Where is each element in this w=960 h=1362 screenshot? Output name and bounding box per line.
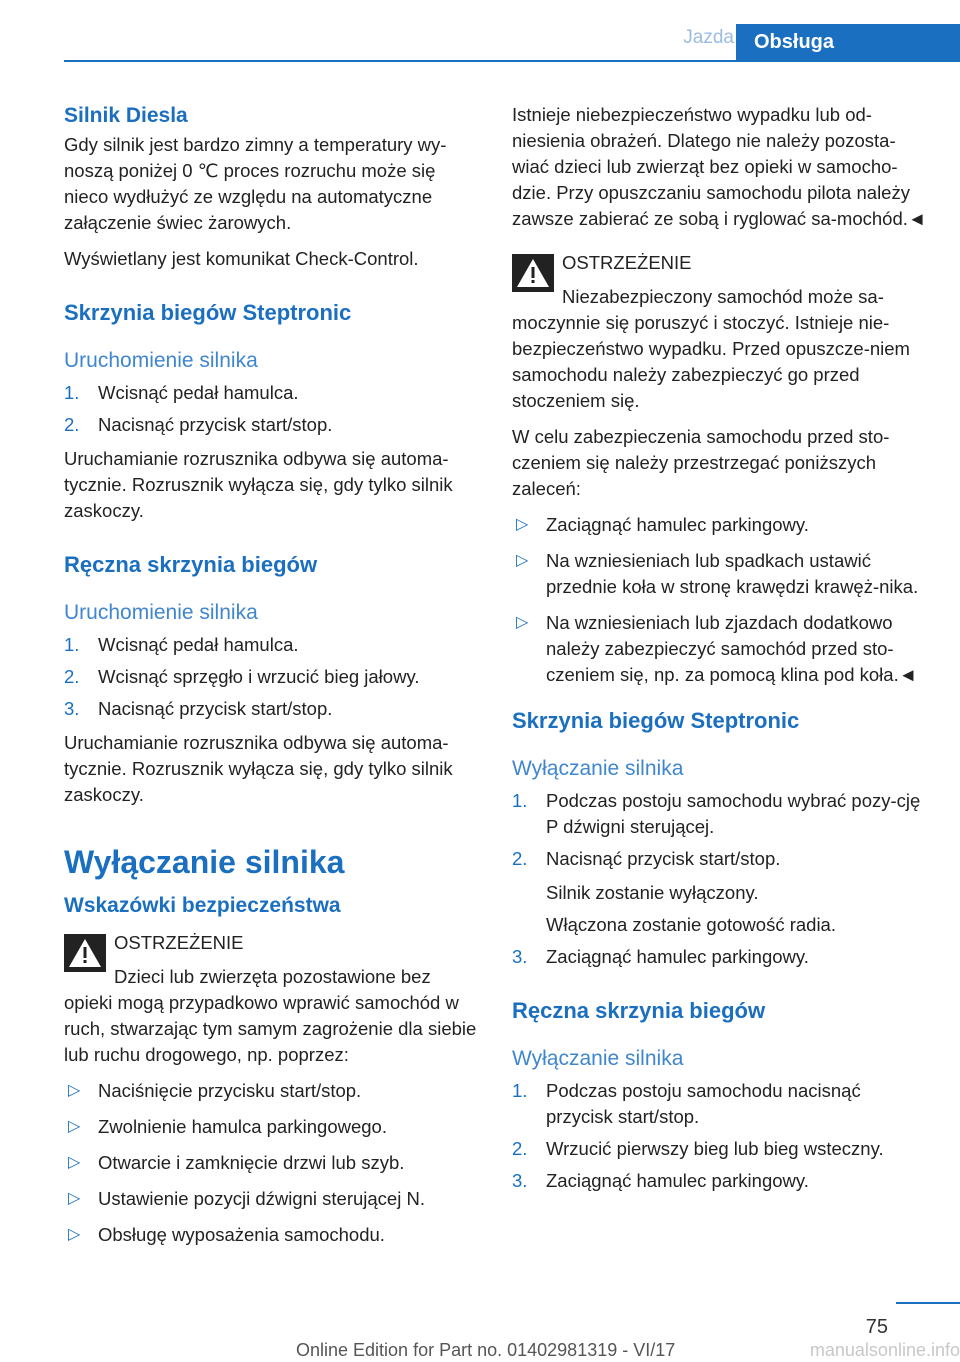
tab-jazda[interactable]: Jazda — [683, 27, 734, 48]
secure-bullets — [512, 512, 928, 688]
warning-text: Niezabezpieczony samochód może sa‐ moczynnie się poruszyć i stoczyć. Istnieje nie‐bezpieczeństwo wypadku. Przed opuszcze‐niem samochodu należy zabezpieczyć go przed stoczeniem się. — [512, 286, 910, 411]
diesel-heading: Silnik Diesla — [64, 104, 188, 127]
page-number: 75 — [865, 1316, 888, 1338]
warning-icon — [64, 934, 106, 972]
warning-title: OSTRZEŻENIE — [562, 252, 692, 273]
list-item: 2. Nacisnąć przycisk start/stop. — [64, 414, 333, 435]
manual-start-subheading: Uruchomienie silnika — [64, 601, 258, 624]
warning-title: OSTRZEŻENIE — [114, 932, 244, 953]
list-item: 1. Wcisnąć pedał hamulca. — [64, 634, 299, 655]
manual-stop-subheading: Wyłączanie silnika — [512, 1047, 684, 1070]
manual-stop-heading: Ręczna skrzynia biegów — [512, 998, 766, 1023]
manual-heading: Ręczna skrzynia biegów — [64, 552, 318, 577]
danger-paragraph: Istnieje niebezpieczeństwo wypadku lub od‐niesienia obrażeń. Dlatego nie należy pozosta‐wiać dzieci lub zwierząt bez opieki w samocho‐dzie. Przy opuszczaniu samochodu pilota należy zawsze zabierać ze sobą i ryglować sa‐mochód.◄ — [512, 104, 927, 229]
steptronic-heading: Skrzynia biegów Steptronic — [64, 300, 352, 325]
steptronic-stop-subheading: Wyłączanie silnika — [512, 757, 684, 780]
steptronic-stop-steps-cont — [512, 944, 928, 970]
header-rule — [64, 60, 960, 62]
step-note: Włączona zostanie gotowość radia. — [546, 914, 836, 935]
footer-rule — [896, 1302, 960, 1304]
left-column — [64, 102, 484, 1258]
steptronic-stop-steps — [512, 788, 928, 872]
edition-footer: Online Edition for Part no. 01402981319 - VI/17 — [296, 1340, 676, 1360]
list-item: ▷ Obsługę wyposażenia samochodu. — [68, 1224, 385, 1245]
steptronic-start-note: Uruchamianie rozrusznika odbywa się automa‐tycznie. Rozrusznik wyłącza się, gdy tylko silnik zaskoczy. — [64, 448, 453, 521]
warning-bullets — [64, 1078, 484, 1248]
list-item: 2. Wcisnąć sprzęgło i wrzucić bieg jałowy. — [64, 666, 420, 687]
warning-block — [64, 930, 484, 1068]
warning-block — [512, 250, 928, 414]
secure-paragraph: W celu zabezpieczenia samochodu przed sto‐czeniem się należy przestrzegać poniższych zaleceń: — [512, 426, 890, 499]
list-item: ▷ Na wzniesieniach lub spadkach ustawić przednie koła w stronę krawędzi krawęż‐nika. — [516, 550, 919, 597]
diesel-check-control: Wyświetlany jest komunikat Check-Control. — [64, 248, 419, 269]
engine-stop-heading: Wyłączanie silnika — [64, 844, 345, 880]
list-item: ▷ Ustawienie pozycji dźwigni sterującej N. — [68, 1188, 425, 1209]
warning-icon — [512, 254, 554, 292]
list-item: ▷ Naciśnięcie przycisku start/stop. — [68, 1080, 362, 1101]
diesel-paragraph: Gdy silnik jest bardzo zimny a temperatury wy‐noszą poniżej 0 ℃ proces rozruchu może się nieco wydłużyć ze względu na automatyczne załączenie świec żarowych. — [64, 134, 447, 233]
list-item: ▷ Zwolnienie hamulca parkingowego. — [68, 1116, 387, 1137]
safety-heading: Wskazówki bezpieczeństwa — [64, 894, 341, 917]
list-item: 2. Nacisnąć przycisk start/stop. — [512, 848, 781, 869]
list-item: 3. Zaciągnąć hamulec parkingowy. — [512, 946, 809, 967]
list-item: 3. Nacisnąć przycisk start/stop. — [64, 698, 333, 719]
list-item: 1. Podczas postoju samochodu nacisnąć przycisk start/stop. — [512, 1080, 861, 1127]
warning-text: Dzieci lub zwierzęta pozostawione bez opieki mogą przypadkowo wprawić samochód w ruch, stwarzając tym samym zagrożenie dla siebie lub ruchu drogowego, np. poprzez: — [64, 966, 477, 1065]
list-item: ▷ Otwarcie i zamknięcie drzwi lub szyb. — [68, 1152, 405, 1173]
watermark: manualsonline.info — [809, 1340, 960, 1360]
list-item: 2. Wrzucić pierwszy bieg lub bieg wsteczny. — [512, 1138, 884, 1159]
manual-start-steps — [64, 632, 484, 722]
steptronic-stop-heading: Skrzynia biegów Steptronic — [512, 708, 800, 733]
page-header — [64, 24, 960, 62]
list-item: ▷ Na wzniesieniach lub zjazdach dodatkowo należy zabezpieczyć samochód przed sto‐czeniem się, np. za pomocą klina pod koła.◄ — [516, 612, 918, 685]
list-item: 1. Wcisnąć pedał hamulca. — [64, 382, 299, 403]
steptronic-start-subheading: Uruchomienie silnika — [64, 349, 258, 372]
steptronic-start-steps — [64, 380, 484, 438]
list-item: 1. Podczas postoju samochodu wybrać pozy‐cję P dźwigni sterującej. — [512, 790, 921, 837]
right-column — [512, 102, 928, 1202]
manual-stop-steps — [512, 1078, 928, 1194]
tab-obsluga[interactable]: Obsługa — [736, 24, 960, 60]
step-note: Silnik zostanie wyłączony. — [546, 882, 759, 903]
list-item: ▷ Zaciągnąć hamulec parkingowy. — [516, 514, 809, 535]
list-item: 3. Zaciągnąć hamulec parkingowy. — [512, 1170, 809, 1191]
manual-start-note: Uruchamianie rozrusznika odbywa się automa‐tycznie. Rozrusznik wyłącza się, gdy tylko silnik zaskoczy. — [64, 732, 453, 805]
